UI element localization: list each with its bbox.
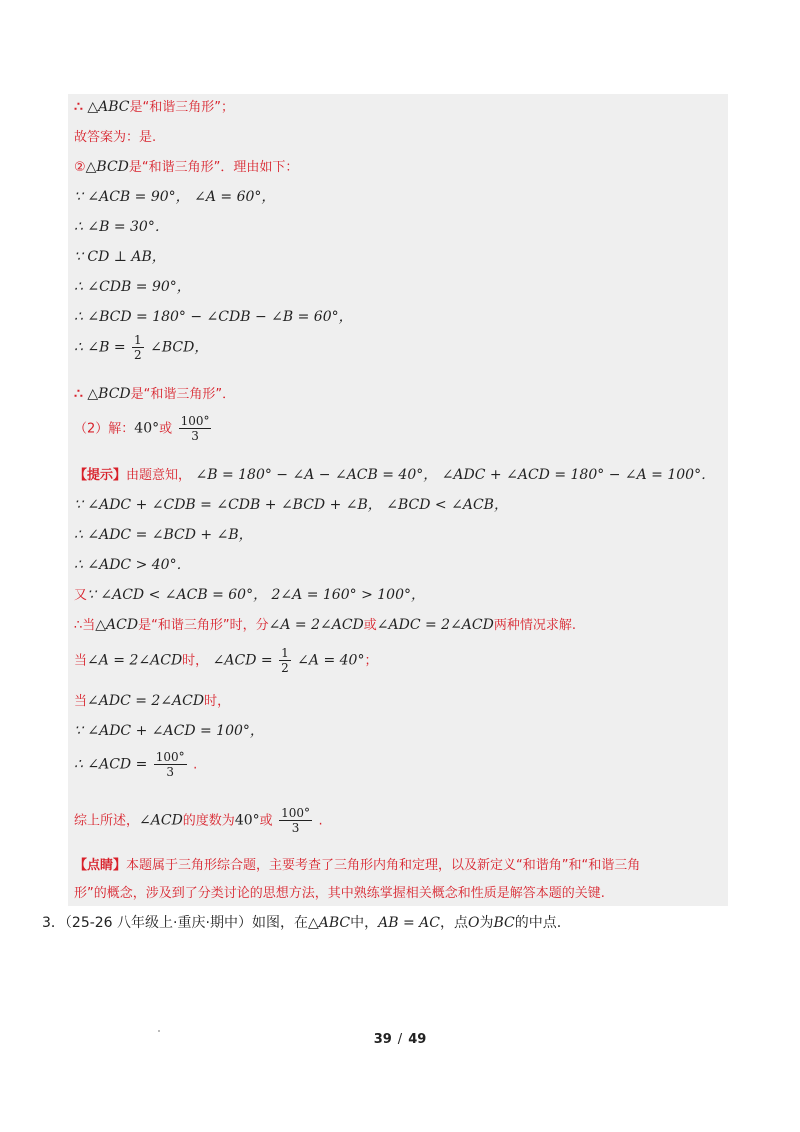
- fraction: $\frac{100^\circ}{3}$: [155, 750, 185, 779]
- line-4: ∵ ∠ACB = 90°， ∠A = 60°，: [74, 189, 276, 205]
- line-12: 【提示】由题意知， ∠B = 180° − ∠A − ∠ACB = 40°， ∠ADC + ∠ACD = 180° − ∠A = 100°．: [74, 467, 716, 483]
- problem-3: 3．（25-26 八年级上·重庆·期中）如图，在△ABC中，AB = AC，点O为BC的中点.: [42, 915, 562, 931]
- line-5: ∴ ∠B = 30°．: [74, 219, 169, 235]
- line-3: ②△BCD是“和谐三角形”．理由如下：: [74, 159, 299, 175]
- line-11: （2）解：40°或 $\frac{100^\circ}{3}$: [74, 414, 210, 443]
- line-23: 【点睛】本题属于三角形综合题，主要考查了三角形内角和定理，以及新定义“和谐角”和“和谐三角: [74, 858, 641, 873]
- line-9: ∴ ∠B = $\frac{1}{2}$ ∠BCD，: [74, 333, 209, 362]
- line-24: 形”的概念，涉及到了分类讨论的思想方法，其中熟练掌握相关概念和性质是解答本题的关键.: [74, 886, 605, 901]
- line-13: ∵ ∠ADC + ∠CDB = ∠CDB + ∠BCD + ∠B， ∠BCD < ∠ACB，: [74, 497, 508, 513]
- line-14: ∴ ∠ADC = ∠BCD + ∠B，: [74, 527, 253, 543]
- line-15: ∴ ∠ADC > 40°．: [74, 557, 191, 573]
- line-7: ∴ ∠CDB = 90°，: [74, 279, 191, 295]
- fraction: $\frac{1}{2}$: [134, 333, 142, 362]
- line-20: ∵ ∠ADC + ∠ACD = 100°，: [74, 723, 264, 739]
- fraction: $\frac{100^\circ}{3}$: [180, 414, 210, 443]
- line-2: 故答案为：是.: [74, 130, 157, 145]
- page-indicator: [0, 1032, 800, 1047]
- line-16: 又∵ ∠ACD < ∠ACB = 60°， 2∠A = 160° > 100°，: [74, 587, 425, 603]
- total-pages: 49: [408, 1032, 427, 1047]
- fraction: $\frac{100^\circ}{3}$: [281, 806, 311, 835]
- line-18: 当∠A = 2∠ACD时， ∠ACD = $\frac{1}{2}$ ∠A = 40°；: [74, 646, 378, 675]
- line-17: ∴当△ACD是“和谐三角形”时，分∠A = 2∠ACD或∠ADC = 2∠ACD两种情况求解.: [74, 617, 576, 633]
- line-10: ∴ △BCD是“和谐三角形”．: [74, 386, 236, 402]
- line-22: 综上所述，∠ACD的度数为40°或 $\frac{100^\circ}{3}$ .: [74, 806, 323, 835]
- line-19: 当∠ADC = 2∠ACD时，: [74, 693, 231, 709]
- fraction: $\frac{1}{2}$: [281, 646, 289, 675]
- line-1: ∴ △ABC是“和谐三角形”；: [74, 99, 234, 115]
- page-separator: /: [397, 1032, 403, 1047]
- line-8: ∴ ∠BCD = 180° − ∠CDB − ∠B = 60°，: [74, 309, 353, 325]
- current-page: 39: [373, 1032, 392, 1047]
- line-6: ∵ CD ⊥ AB，: [74, 249, 166, 265]
- line-21: ∴ ∠ACD = $\frac{100^\circ}{3}$ .: [74, 750, 198, 779]
